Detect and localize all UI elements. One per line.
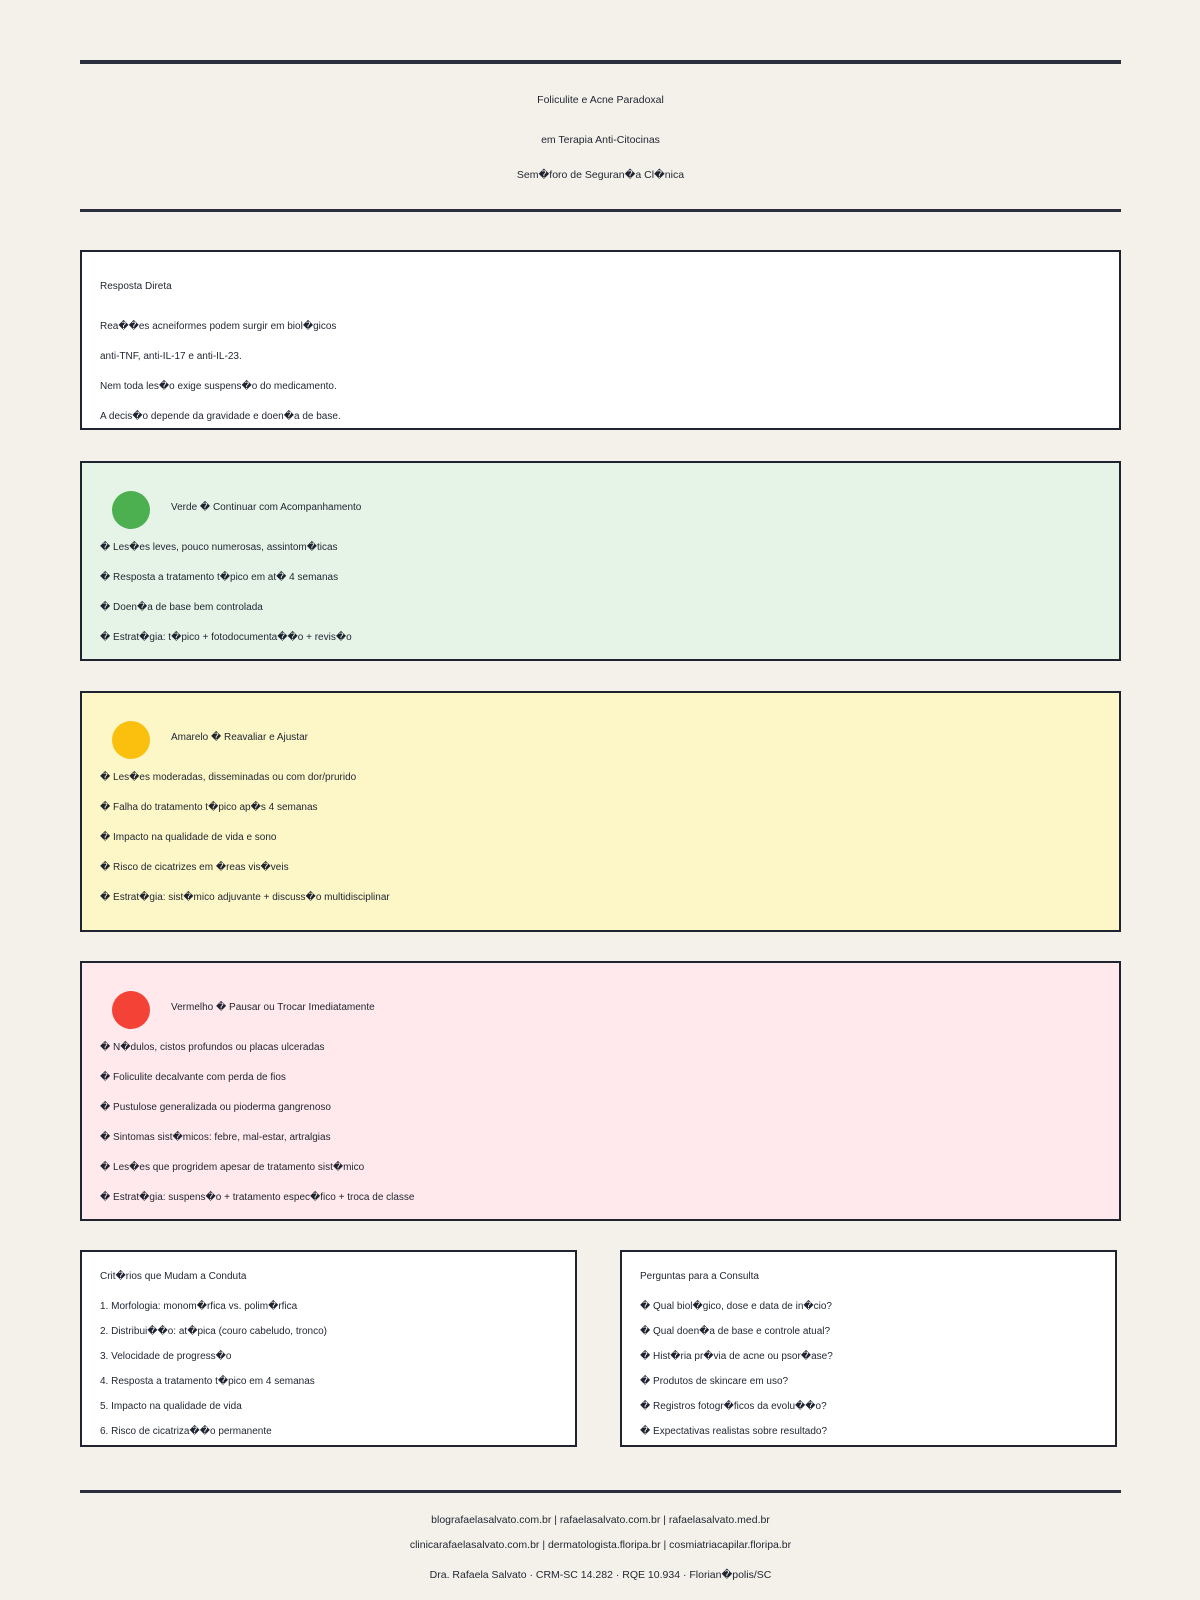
red-item: � Les�es que progridem apesar de tratamento sist�mico — [100, 1162, 365, 1173]
yellow-item: � Les�es moderadas, disseminadas ou com dor/prurido — [100, 772, 357, 783]
page-title-line2: em Terapia Anti-Citocinas — [541, 134, 660, 146]
yellow-item: � Estrat�gia: sist�mico adjuvante + discuss�o multidisciplinar — [100, 892, 390, 903]
red-item: � N�dulos, cistos profundos ou placas ulceradas — [100, 1042, 325, 1053]
footer-credentials: Dra. Rafaela Salvato · CRM-SC 14.282 · RQE 10.934 · Florian�polis/SC — [429, 1569, 772, 1581]
yellow-level-title: Amarelo � Reavaliar e Ajustar — [171, 732, 308, 743]
yellow-level-box — [80, 691, 1121, 932]
criteria-item: 3. Velocidade de progress�o — [100, 1351, 232, 1362]
criteria-heading: Crit�rios que Mudam a Conduta — [100, 1271, 247, 1282]
footer-links-line1[interactable]: blografaelasalvato.com.br | rafaelasalvato.com.br | rafaelasalvato.med.br — [431, 1514, 770, 1526]
green-level-title: Verde � Continuar com Acompanhamento — [171, 502, 362, 513]
header-top-rule — [80, 60, 1121, 64]
question-item: � Qual doen�a de base e controle atual? — [640, 1326, 831, 1337]
yellow-item: � Falha do tratamento t�pico ap�s 4 semanas — [100, 802, 318, 813]
green-item: � Estrat�gia: t�pico + fotodocumenta��o + revis�o — [100, 632, 352, 643]
red-item: � Estrat�gia: suspens�o + tratamento espec�fico + troca de classe — [100, 1192, 415, 1203]
page-title-line1: Foliculite e Acne Paradoxal — [537, 94, 664, 106]
green-light-icon — [112, 491, 150, 529]
yellow-item: � Impacto na qualidade de vida e sono — [100, 832, 277, 843]
green-item: � Resposta a tratamento t�pico em at� 4 semanas — [100, 572, 339, 583]
criteria-item: 5. Impacto na qualidade de vida — [100, 1401, 242, 1412]
questions-heading: Perguntas para a Consulta — [640, 1271, 759, 1282]
question-item: � Produtos de skincare em uso? — [640, 1376, 789, 1387]
criteria-item: 2. Distribui��o: at�pica (couro cabeludo, tronco) — [100, 1326, 327, 1337]
green-item: � Doen�a de base bem controlada — [100, 602, 263, 613]
criteria-item: 4. Resposta a tratamento t�pico em 4 semanas — [100, 1376, 315, 1387]
header-bottom-rule — [80, 209, 1121, 212]
footer-links-line2[interactable]: clinicarafaelasalvato.com.br | dermatologista.floripa.br | cosmiatriacapilar.floripa.br — [409, 1539, 792, 1551]
red-level-box — [80, 961, 1121, 1221]
red-light-icon — [112, 991, 150, 1029]
green-level-box — [80, 461, 1121, 661]
question-item: � Hist�ria pr�via de acne ou psor�ase? — [640, 1351, 833, 1362]
yellow-item: � Risco de cicatrizes em �reas vis�veis — [100, 862, 289, 873]
footer-rule — [80, 1490, 1121, 1493]
red-item: � Sintomas sist�micos: febre, mal-estar, artralgias — [100, 1132, 331, 1143]
summary-line: A decis�o depende da gravidade e doen�a de base. — [100, 411, 341, 422]
criteria-item: 1. Morfologia: monom�rfica vs. polim�rfica — [100, 1301, 298, 1312]
summary-line: Nem toda les�o exige suspens�o do medicamento. — [100, 381, 337, 392]
criteria-card — [80, 1250, 577, 1447]
criteria-item: 6. Risco de cicatriza��o permanente — [100, 1426, 272, 1437]
question-item: � Expectativas realistas sobre resultado? — [640, 1426, 828, 1437]
summary-line: anti-TNF, anti-IL-17 e anti-IL-23. — [100, 351, 242, 362]
summary-box — [80, 250, 1121, 430]
red-item: � Pustulose generalizada ou pioderma gangrenoso — [100, 1102, 331, 1113]
question-item: � Registros fotogr�ficos da evolu��o? — [640, 1401, 827, 1412]
yellow-light-icon — [112, 721, 150, 759]
red-item: � Foliculite decalvante com perda de fios — [100, 1072, 286, 1083]
summary-line: Rea��es acneiformes podem surgir em biol�gicos — [100, 321, 337, 332]
green-item: � Les�es leves, pouco numerosas, assintom�ticas — [100, 542, 338, 553]
question-item: � Qual biol�gico, dose e data de in�cio? — [640, 1301, 832, 1312]
questions-card — [620, 1250, 1117, 1447]
red-level-title: Vermelho � Pausar ou Trocar Imediatamente — [171, 1002, 375, 1013]
summary-heading: Resposta Direta — [100, 281, 172, 292]
page-subtitle: Sem�foro de Seguran�a Cl�nica — [516, 169, 685, 181]
